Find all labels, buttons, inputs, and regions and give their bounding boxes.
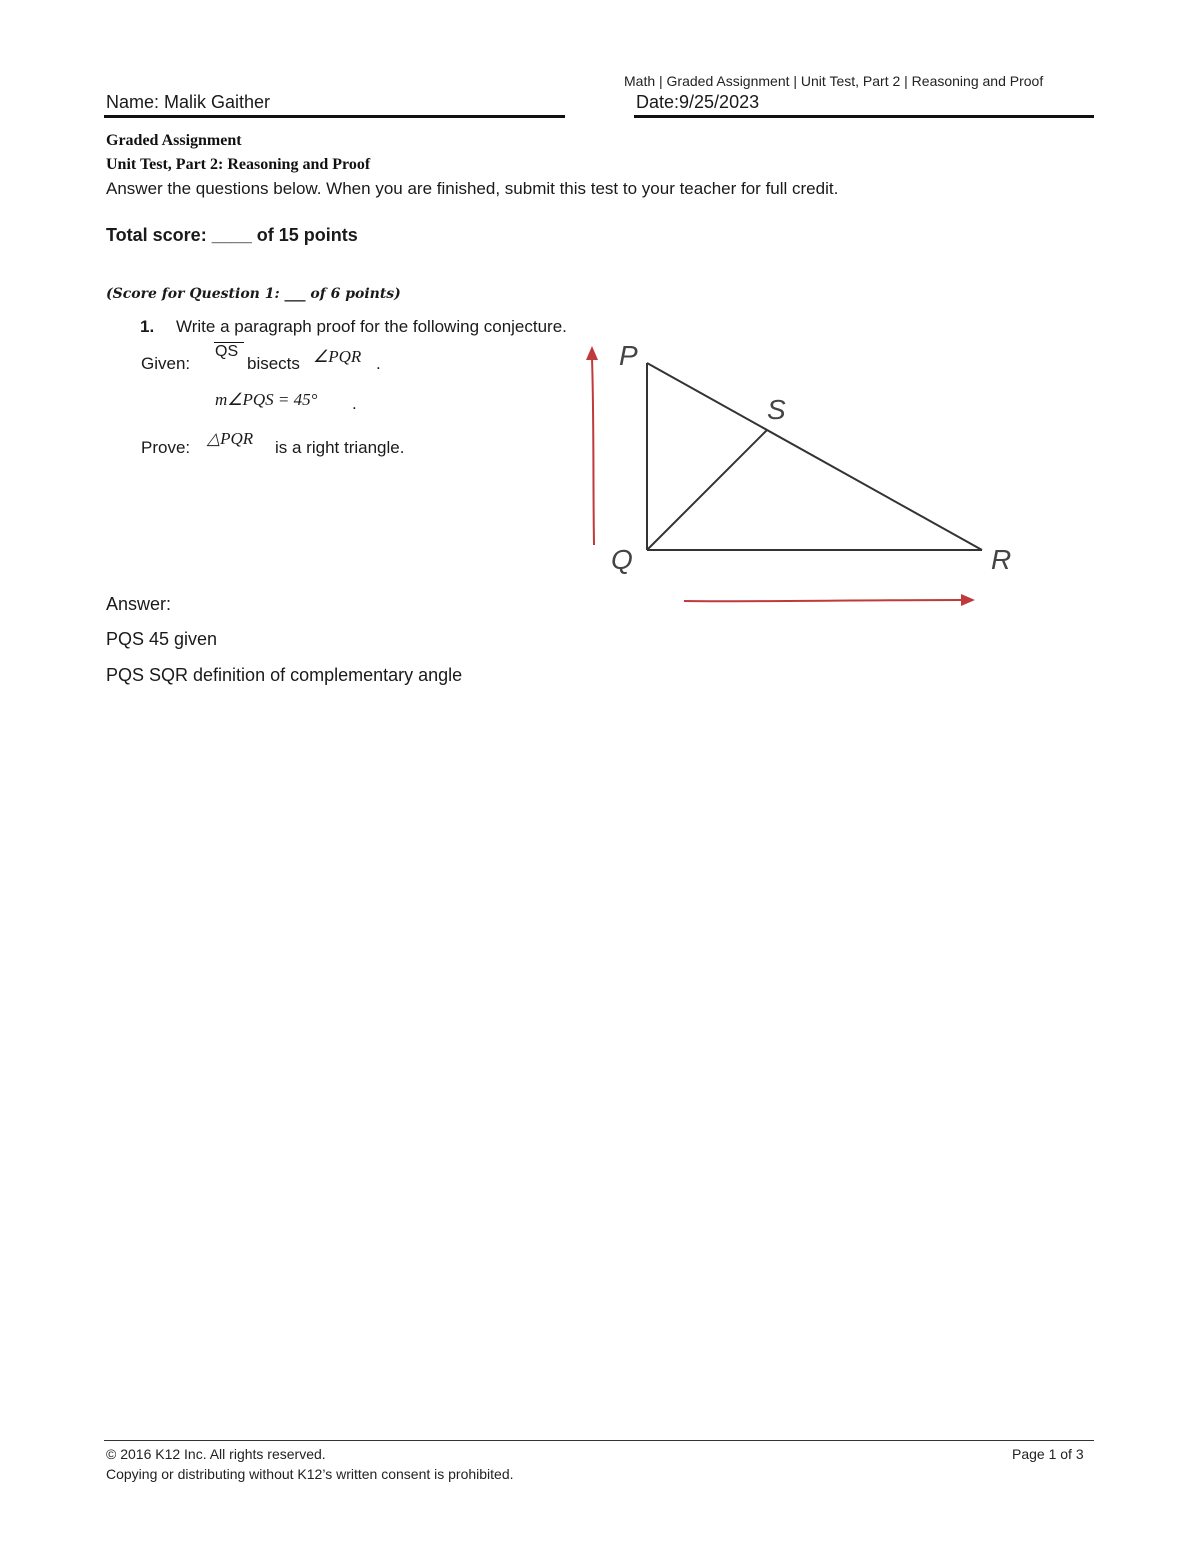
- vertex-label-p: P: [619, 340, 638, 371]
- answer-label: Answer:: [106, 594, 172, 614]
- point-label-s: S: [767, 394, 786, 425]
- student-name: Name: Malik Gaither: [106, 92, 271, 112]
- given-angle: ∠PQR: [313, 347, 362, 366]
- annotation-arrows: [586, 346, 975, 606]
- measure-period: .: [352, 394, 357, 413]
- answer-line-1: PQS 45 given: [106, 629, 218, 649]
- question-score: (Score for Question 1: ___ of 6 points): [106, 286, 401, 302]
- footer-copyright: © 2016 K12 Inc. All rights reserved.: [106, 1446, 326, 1462]
- prove-triangle: △PQR: [207, 429, 254, 448]
- horizontal-arrow-line: [684, 600, 962, 601]
- instructions: Answer the questions below. When you are finished, submit this test to your teacher for full credit.: [106, 179, 839, 198]
- given-measure: m∠PQS = 45°: [215, 390, 318, 409]
- question-number: 1.: [140, 317, 155, 336]
- doc-title: Graded Assignment: [106, 132, 242, 149]
- given-bisects: bisects: [247, 354, 300, 373]
- prove-text: is a right triangle.: [275, 438, 405, 457]
- given-label: Given:: [141, 354, 191, 373]
- right-arrow-icon: [961, 594, 975, 606]
- prove-label: Prove:: [141, 438, 191, 457]
- vertical-arrow-line: [592, 358, 594, 545]
- doc-subtitle: Unit Test, Part 2: Reasoning and Proof: [106, 156, 371, 173]
- question-prompt: Write a paragraph proof for the following conjecture.: [176, 317, 567, 336]
- assignment-date: Date:9/25/2023: [636, 92, 760, 112]
- course-header: Math | Graded Assignment | Unit Test, Part 2 | Reasoning and Proof: [624, 73, 1044, 89]
- answer-line-2: PQS SQR definition of complementary angle: [106, 665, 463, 685]
- side-pr: [647, 363, 982, 550]
- triangle-pqr: [647, 363, 982, 550]
- segment-qs: QS: [215, 343, 239, 360]
- footer-notice: Copying or distributing without K12’s written consent is prohibited.: [106, 1466, 514, 1482]
- page-number: Page 1 of 3: [1012, 1446, 1084, 1462]
- vertex-label-q: Q: [611, 544, 633, 575]
- footer-divider: [104, 1440, 1094, 1441]
- up-arrow-icon: [586, 346, 598, 360]
- given-period: .: [376, 354, 381, 373]
- vertex-label-r: R: [991, 544, 1012, 575]
- total-score: Total score: ____ of 15 points: [106, 225, 358, 245]
- segment-qs-line: [647, 430, 767, 550]
